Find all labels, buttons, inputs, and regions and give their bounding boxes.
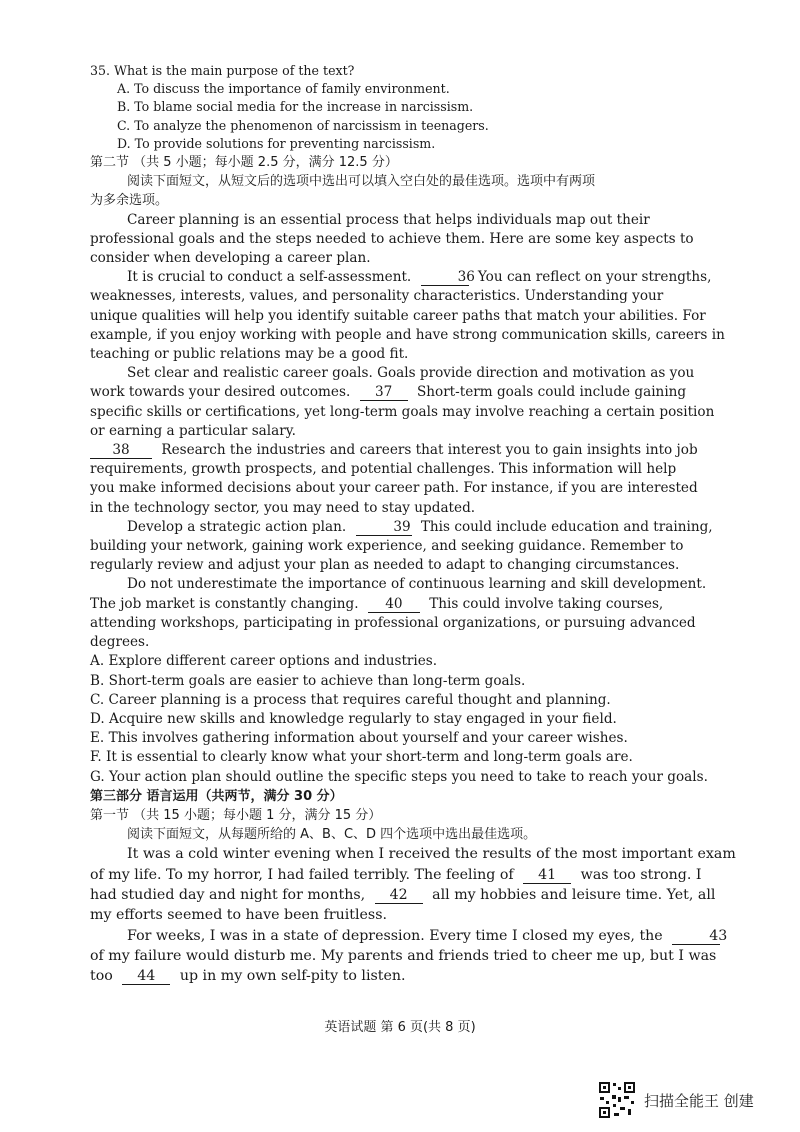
passage-line: example, if you enjoy working with people and have strong communication skills, careers in: [90, 326, 725, 343]
scanner-watermark: [598, 1080, 754, 1120]
option-d: D. Acquire new skills and knowledge regularly to stay engaged in your field.: [90, 710, 617, 727]
scanner-label: 扫描全能王 创建: [644, 1091, 754, 1110]
passage-line: weaknesses, interests, values, and personality characteristics. Understanding your: [90, 288, 664, 305]
passage-text: was too strong. I: [580, 866, 702, 883]
passage-line: professional goals and the steps needed to achieve them. Here are some key aspects to: [90, 230, 694, 247]
passage-line: [90, 383, 715, 402]
part-3: [90, 787, 736, 987]
passage-line: [90, 595, 715, 614]
blank-42[interactable]: 42: [375, 888, 423, 904]
option-e: E. This involves gathering information about yourself and your career wishes.: [90, 730, 628, 747]
section-2-instruction-1: 阅读下面短文，从短文后的选项中选出可以填入空白处的最佳选项。选项中有两项: [127, 174, 596, 190]
passage-line: Career planning is an essential process that helps individuals map out their: [127, 211, 650, 228]
passage-text: Research the industries and careers that interest you to gain insights into job: [161, 442, 698, 459]
section-2: [90, 153, 725, 787]
option-b: B. Short-term goals are easier to achieve than long-term goals.: [90, 672, 526, 689]
option-f: F. It is essential to clearly know what your short-term and long-term goals are.: [90, 749, 633, 766]
passage-line: attending workshops, participating in professional organizations, or pursuing advanced: [90, 614, 696, 631]
passage-line: Set clear and realistic career goals. Goals provide direction and motivation as you: [127, 365, 695, 382]
passage-text: This could involve taking courses,: [429, 595, 664, 612]
passage-line: of my failure would disturb me. My parents and friends tried to cheer me up, but I was: [90, 947, 717, 964]
part-3-instruction: 阅读下面短文，从每题所给的 A、B、C、D 四个选项中选出最佳选项。: [127, 827, 537, 843]
passage-line: [90, 441, 715, 460]
part-3-heading: 第三部分 语言运用（共两节，满分 30 分）: [90, 788, 343, 804]
qr-code-icon: [598, 1081, 636, 1119]
passage-line: Do not underestimate the importance of continuous learning and skill development.: [127, 576, 707, 593]
passage-text: had studied day and night for months,: [90, 886, 366, 903]
passage-text: too: [90, 968, 113, 985]
passage-line: degrees.: [90, 634, 150, 651]
passage-line: requirements, growth prospects, and potential challenges. This information will help: [90, 461, 677, 478]
passage-text: You can reflect on your strengths,: [477, 269, 712, 286]
page-footer: 英语试题 第 6 页(共 8 页): [324, 1020, 476, 1035]
blank-38[interactable]: 38: [90, 443, 152, 459]
passage-line: [90, 518, 715, 537]
passage-line: consider when developing a career plan.: [90, 250, 371, 267]
passage-text: Short-term goals could include gaining: [416, 384, 687, 401]
blank-36[interactable]: 36: [421, 270, 469, 286]
question-35: [90, 62, 715, 153]
passage-line: unique qualities will help you identify suitable career paths that match your abilities. For: [90, 307, 706, 324]
blank-40[interactable]: 40: [368, 597, 420, 613]
option-35-d: D. To provide solutions for preventing narcissism.: [117, 135, 436, 151]
passage-text: work towards your desired outcomes.: [90, 384, 351, 401]
passage-text: This could include education and training,: [420, 518, 713, 535]
part-3-sub-heading: 第一节 （共 15 小题；每小题 1 分，满分 15 分）: [90, 807, 382, 823]
passage-line: [90, 268, 715, 287]
section-2-instruction-2: 为多余选项。: [90, 193, 169, 209]
passage-text: Develop a strategic action plan.: [127, 518, 347, 535]
passage-line: teaching or public relations may be a good fit.: [90, 346, 409, 363]
option-c: C. Career planning is a process that requires careful thought and planning.: [90, 691, 611, 708]
passage-line: [90, 885, 715, 905]
passage-line: regularly review and adjust your plan as needed to adapt to changing circumstances.: [90, 557, 680, 574]
option-g: G. Your action plan should outline the specific steps you need to take to reach your goals.: [90, 768, 708, 785]
blank-44[interactable]: 44: [122, 969, 170, 985]
passage-line: you make informed decisions about your career path. For instance, if you are interested: [90, 480, 698, 497]
passage-line: my efforts seemed to have been fruitless.: [90, 907, 387, 924]
option-a: A. Explore different career options and industries.: [90, 653, 438, 670]
exam-page: [90, 62, 736, 986]
option-35-b: B. To blame social media for the increase in narcissism.: [117, 99, 474, 115]
passage-line: [90, 926, 728, 946]
passage-text: of my life. To my horror, I had failed terribly. The feeling of: [90, 866, 514, 883]
option-35-a: A. To discuss the importance of family environment.: [117, 81, 450, 97]
question-35-stem: 35. What is the main purpose of the text?: [90, 63, 355, 78]
passage-line: [90, 865, 715, 885]
passage-text: all my hobbies and leisure time. Yet, all: [432, 886, 716, 903]
passage-line: in the technology sector, you may need to stay updated.: [90, 499, 476, 516]
passage-text: up in my own self-pity to listen.: [179, 968, 406, 985]
blank-41[interactable]: 41: [523, 868, 571, 884]
passage-line: or earning a particular salary.: [90, 422, 296, 439]
passage-text: It is crucial to conduct a self-assessment.: [127, 269, 412, 286]
blank-37[interactable]: 37: [360, 385, 408, 401]
blank-43[interactable]: 43: [672, 929, 720, 945]
passage-text: For weeks, I was in a state of depression. Every time I closed my eyes, the: [127, 927, 663, 944]
blank-39[interactable]: 39: [356, 520, 412, 536]
passage-line: specific skills or certifications, yet long-term goals may involve reaching a certain position: [90, 403, 715, 420]
passage-line: building your network, gaining work experience, and seeking guidance. Remember to: [90, 538, 684, 555]
passage-text: The job market is constantly changing.: [90, 595, 359, 612]
passage-line: It was a cold winter evening when I received the results of the most important exam: [127, 846, 736, 863]
section-2-heading: 第二节 （共 5 小题；每小题 2.5 分，满分 12.5 分）: [90, 155, 398, 171]
passage-line: [90, 966, 715, 986]
option-35-c: C. To analyze the phenomenon of narcissism in teenagers.: [117, 117, 489, 133]
